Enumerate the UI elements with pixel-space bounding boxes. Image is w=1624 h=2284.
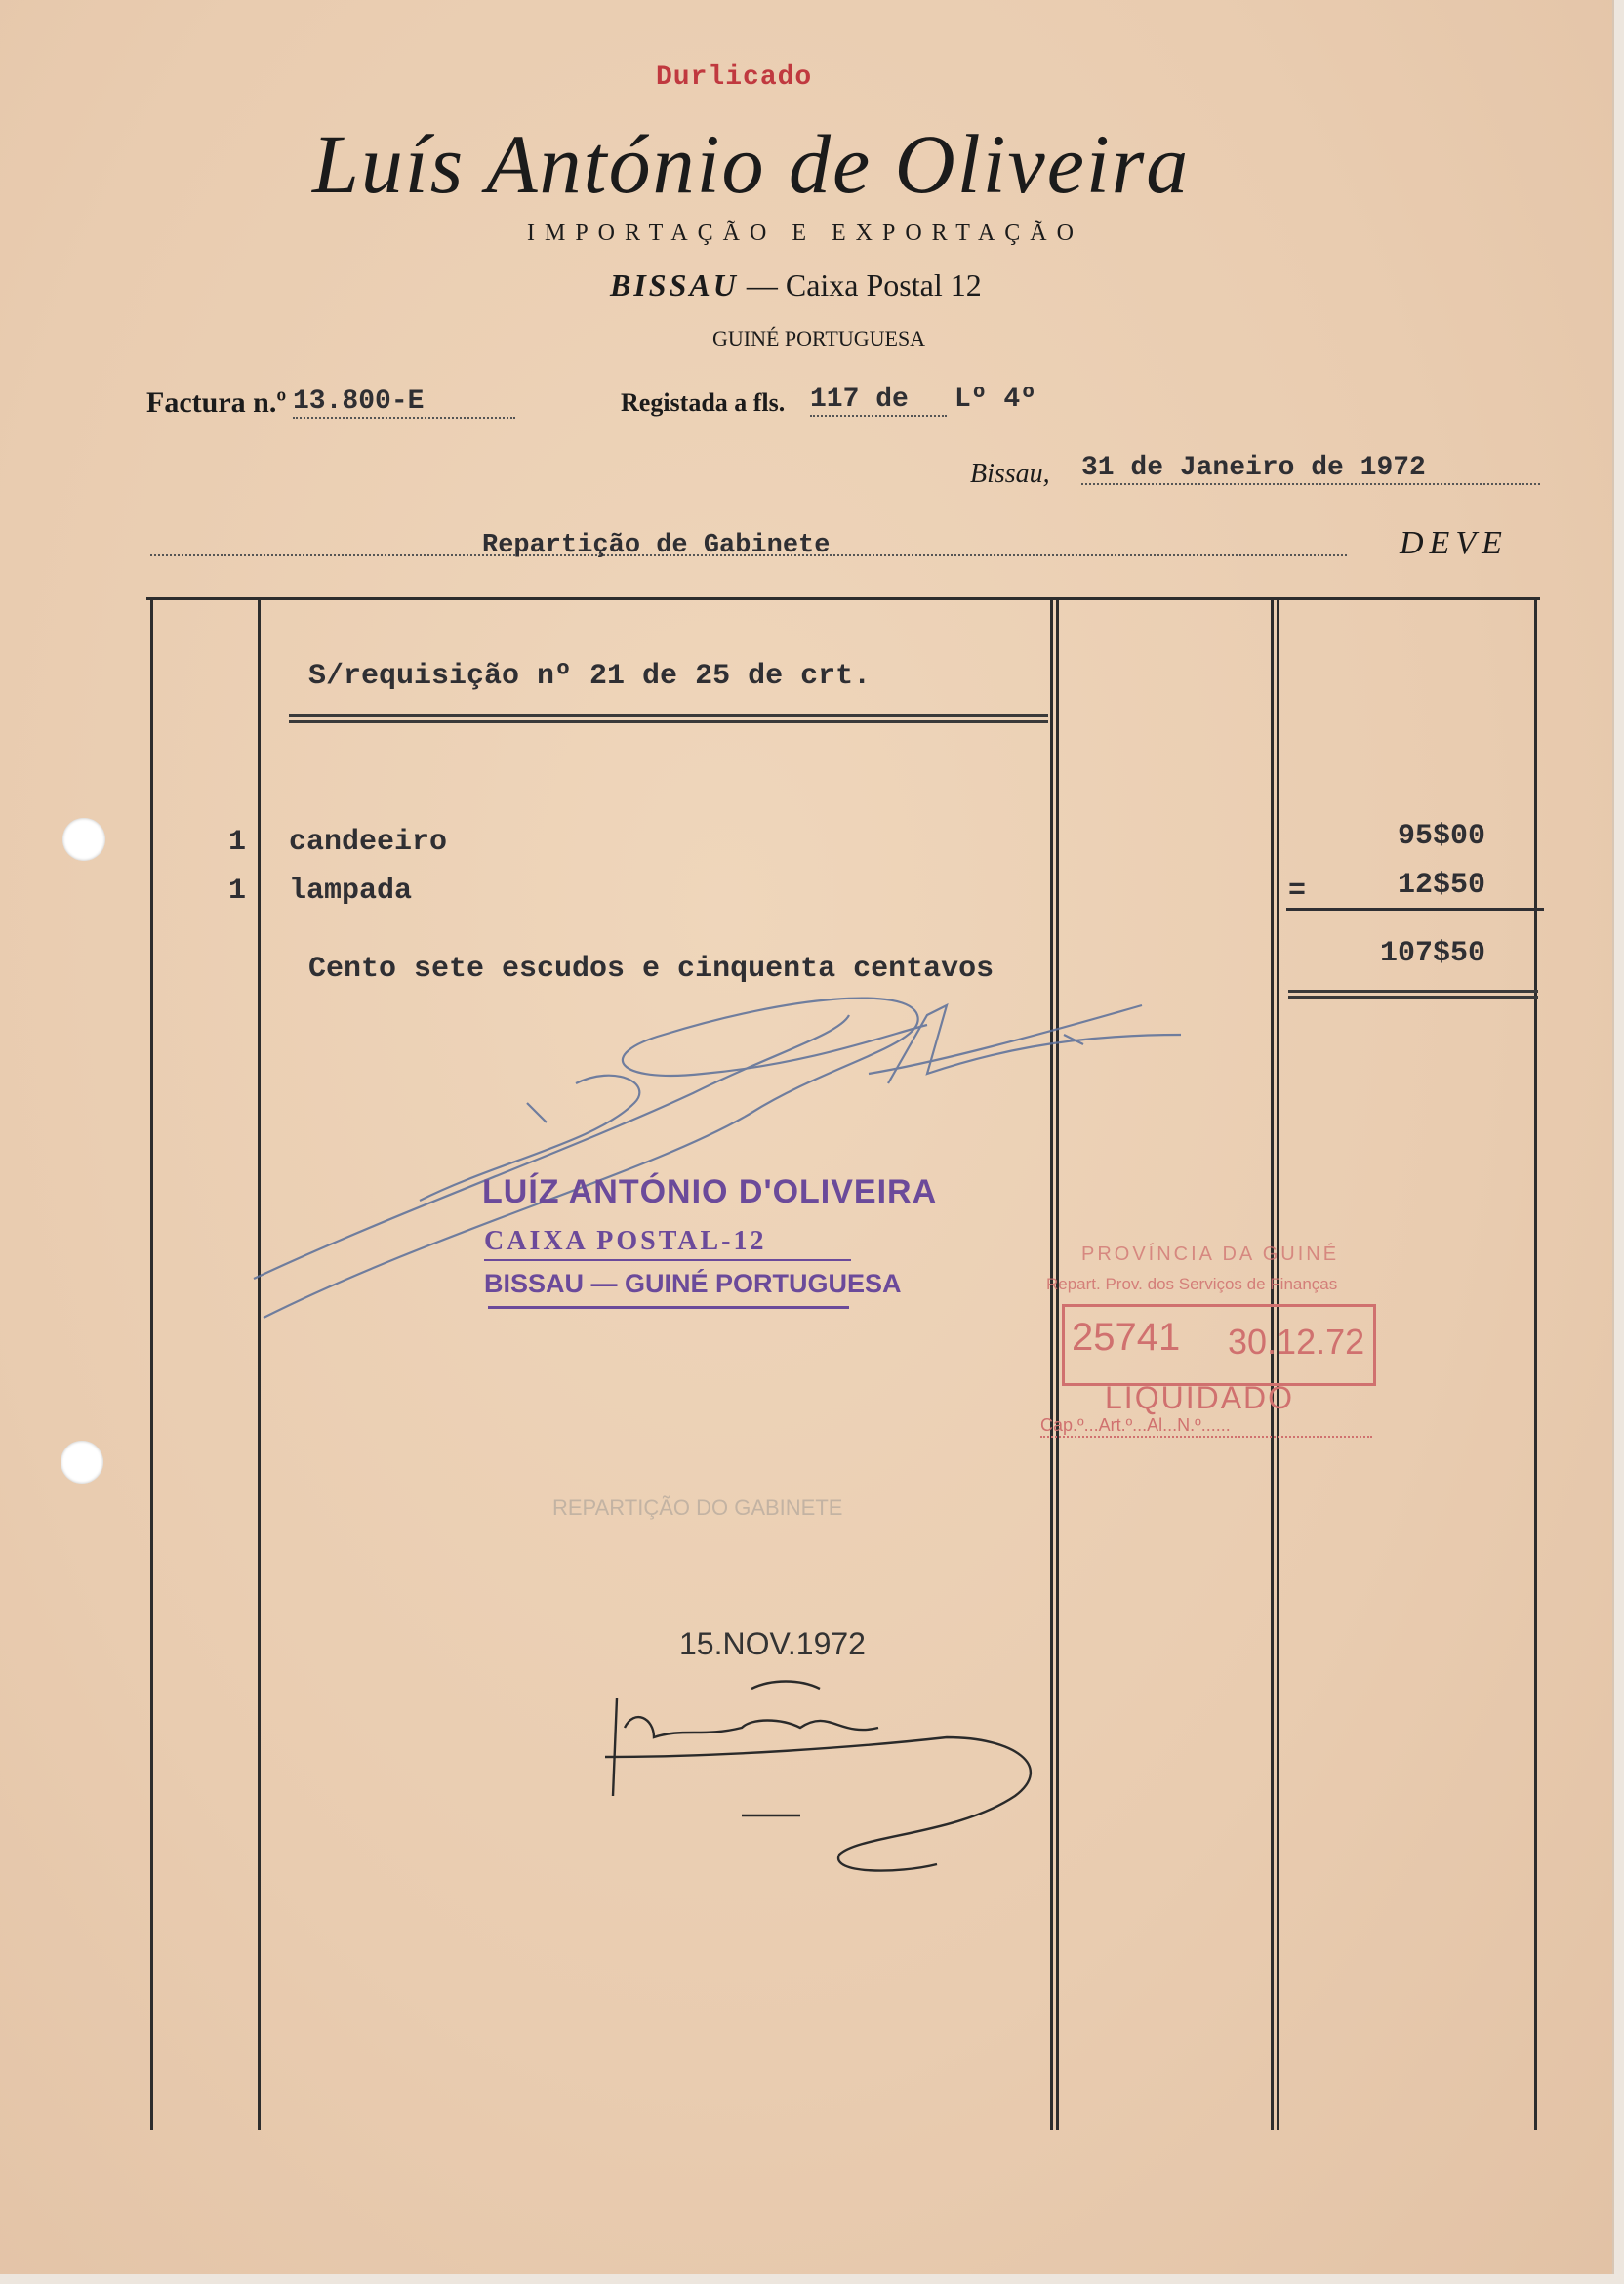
table-vrule [1050, 599, 1053, 2130]
punch-hole [61, 1441, 103, 1484]
company-stamp-name: LUÍZ ANTÓNIO D'OLIVEIRA [482, 1173, 938, 1210]
stamp-rule [484, 1259, 851, 1261]
postal-box: — Caixa Postal 12 [746, 267, 982, 303]
table-vrule [1056, 599, 1059, 2130]
registered-book: Lº 4º [954, 385, 1037, 415]
item-amount: 95$00 [1397, 820, 1485, 853]
stamp-rule [488, 1306, 849, 1309]
table-vrule [150, 599, 153, 2130]
received-stamp-date: 15.NOV.1972 [679, 1626, 866, 1661]
equals-sign: = [1288, 875, 1307, 908]
finance-stamp-cap: Cap.º...Art.º...Al...N.º...... [1040, 1415, 1372, 1438]
invoice-date: 31 de Janeiro de 1972 [1081, 453, 1540, 485]
registered-page: 117 de [810, 385, 947, 417]
factura-number: 13.800-E [293, 387, 515, 419]
duplicate-mark: Durlicado [656, 62, 813, 93]
address-line [610, 267, 982, 304]
factura-label: Factura n.º [146, 387, 287, 419]
client-name: Repartição de Gabinete [482, 531, 831, 560]
business-activity: IMPORTAÇÃO E EXPORTAÇÃO [527, 221, 1083, 246]
business-name: Luís António de Oliveira [312, 117, 1191, 211]
place: Bissau, [970, 459, 1050, 489]
punch-hole [62, 818, 105, 861]
finance-stamp-status: LIQUIDADO [1105, 1380, 1295, 1415]
finance-stamp-date: 30.12.72 [1228, 1322, 1365, 1362]
item-qty: 1 [228, 826, 247, 859]
item-qty: 1 [228, 875, 247, 908]
finance-stamp-department: Repart. Prov. dos Serviços de Finanças [1046, 1275, 1338, 1293]
total-amount: 107$50 [1379, 937, 1485, 970]
item-amount: 12$50 [1397, 869, 1485, 902]
table-vrule [258, 599, 261, 2130]
registered-label: Registada a fls. [621, 388, 786, 417]
item-description: lampada [289, 875, 413, 908]
item-description: candeeiro [289, 826, 448, 859]
table-top-rule [146, 597, 1540, 600]
finance-stamp-number: 25741 [1072, 1316, 1181, 1359]
requisition-underline [289, 714, 1048, 723]
company-stamp-city: BISSAU — GUINÉ PORTUGUESA [484, 1269, 902, 1298]
city: BISSAU [610, 267, 739, 303]
country: GUINÉ PORTUGUESA [712, 326, 926, 350]
total-in-words: Cento sete escudos e cinquenta centavos [308, 953, 995, 986]
received-stamp-title: REPARTIÇÃO DO GABINETE [552, 1495, 843, 1520]
received-signature [508, 1659, 1054, 1894]
deve-label: DEVE [1400, 525, 1508, 561]
total-double-rule [1288, 990, 1538, 999]
finance-stamp-province: PROVÍNCIA DA GUINÉ [1081, 1244, 1340, 1265]
requisition-line: S/requisição nº 21 de 25 de crt. [308, 660, 872, 693]
company-stamp-postal: CAIXA POSTAL-12 [484, 1226, 767, 1256]
subtotal-rule [1286, 908, 1544, 911]
table-vrule [1534, 599, 1537, 2130]
